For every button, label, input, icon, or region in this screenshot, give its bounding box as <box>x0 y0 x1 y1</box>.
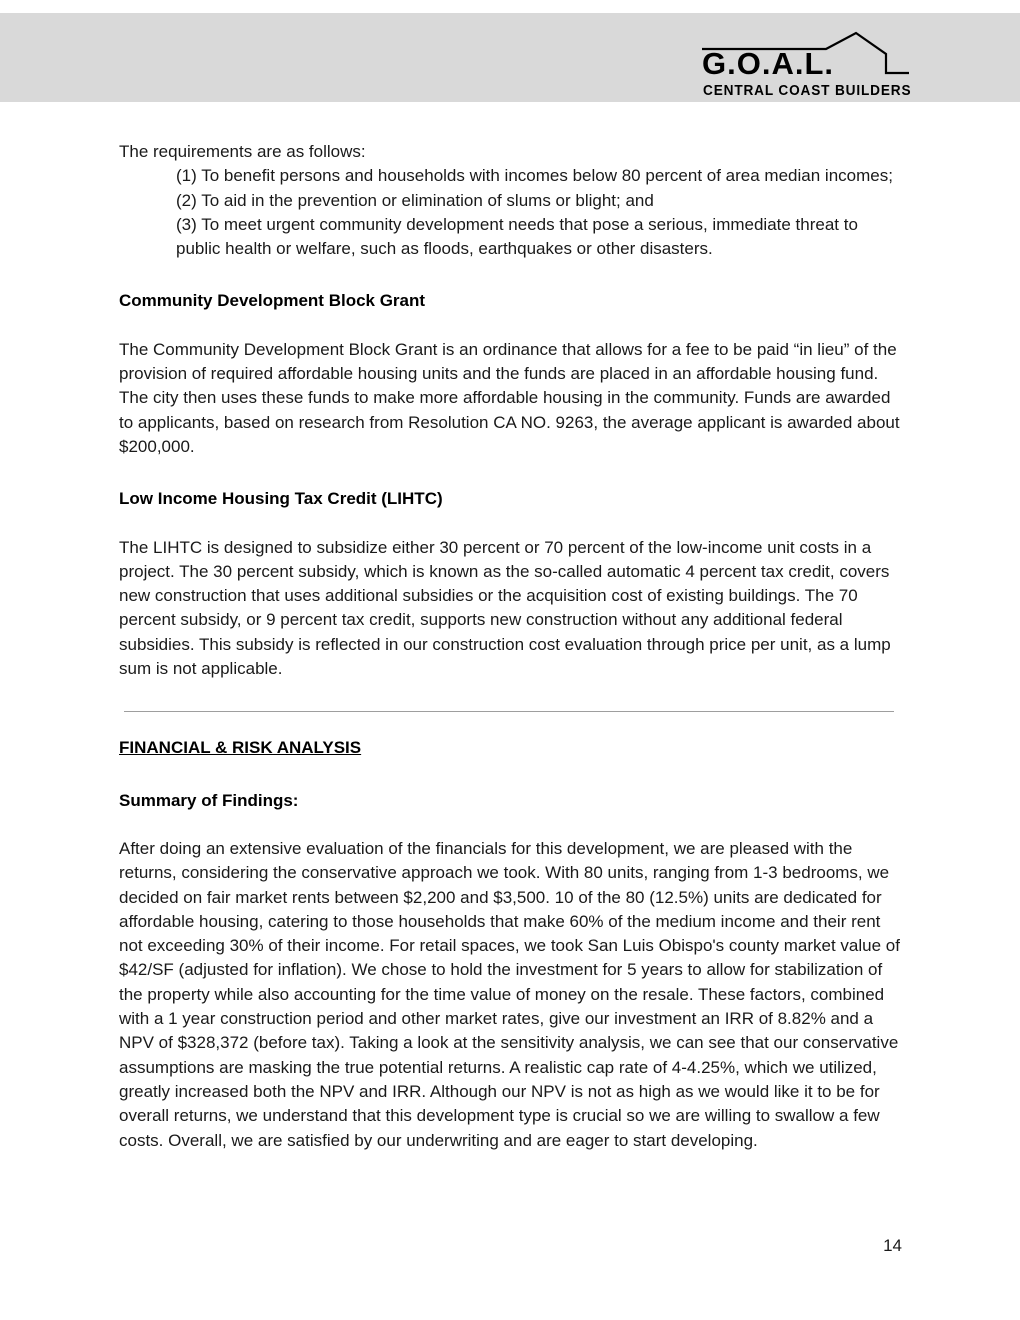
section-paragraph-lihtc: The LIHTC is designed to subsidize either 30 percent or 70 percent of the low-income unit costs in a project. The 30 percent subsidy, which is known as the so-called automatic 4 percent tax credit, covers new construction that uses additional subsidies or the acquisition cost of existing buildings. The 70 percent subsidy, or 9 percent tax credit, supports new construction without any additional federal subsidies. This subsidy is reflected in our construction cost evaluation through price per unit, as a lump sum is not applicable. <box>119 537 891 679</box>
document-content <box>119 140 903 1153</box>
summary-of-findings-heading: Summary of Findings: <box>119 790 299 810</box>
spacer <box>119 459 903 487</box>
spacer <box>119 813 903 837</box>
spacer <box>119 761 903 789</box>
requirement-item-2: (2) To aid in the prevention or elimination of slums or blight; and <box>176 190 654 210</box>
spacer <box>119 261 903 289</box>
logo-tagline: CENTRAL COAST BUILDERS <box>703 83 912 99</box>
spacer <box>119 512 903 536</box>
section-paragraph-cdbg: The Community Development Block Grant is an ordinance that allows for a fee to be paid “in lieu” of the provision of required affordable housing units and the funds are placed in an affordable housing fund. The city then uses these funds to make more affordable housing in the community. Funds are awarded to applicants, based on research from Resolution CA NO. 9263, the average applicant is awarded about $200,000. <box>119 339 900 456</box>
section-heading-lihtc: Low Income Housing Tax Credit (LIHTC) <box>119 489 443 509</box>
requirements-list <box>176 164 903 261</box>
section-heading-cdbg: Community Development Block Grant <box>119 291 426 311</box>
spacer <box>119 712 903 736</box>
page-header-band <box>0 13 1020 102</box>
page-number: 14 <box>883 1236 902 1255</box>
requirement-item-3: (3) To meet urgent community development needs that pose a serious, immediate threat to public health or welfare, such as floods, earthquakes or other disasters. <box>176 214 858 259</box>
goal-logo <box>700 30 910 102</box>
financial-risk-analysis-title: FINANCIAL & RISK ANALYSIS <box>119 738 362 758</box>
financial-section-title-wrap <box>119 736 903 760</box>
logo-wordmark: G.O.A.L. <box>702 46 834 81</box>
requirements-intro: The requirements are as follows: <box>119 142 366 161</box>
requirement-item-1: (1) To benefit persons and households with incomes below 80 percent of area median incomes; <box>176 166 893 186</box>
spacer <box>119 314 903 338</box>
summary-of-findings-paragraph: After doing an extensive evaluation of the financials for this development, we are pleased with the returns, considering the conservative approach we took. With 80 units, ranging from 1-3 bedrooms, we decided on fair market rents between $2,200 and $3,500. 10 of the 80 (12.5%) units are dedicated for affordable housing, catering to those households that make 60% of the medium income and their rent not exceeding 30% of their income. For retail spaces, we took San Luis Obispo's county market value of $42/SF (adjusted for inflation). We chose to hold the investment for 5 years to allow for stabilization of the property while also accounting for the time value of money on the resale. These factors, combined with a 1 year construction period and other market rates, give our investment an IRR of 8.82% and a NPV of $328,372 (before tax). Taking a look at the sensitivity analysis, we can see that our conservative assumptions are masking the true potential returns. A realistic cap rate of 4-4.25%, which we utilized, greatly increased both the NPV and IRR. Although our NPV is not as high as we would like it to be for overall returns, we understand that this development type is crucial so we are willing to swallow a few costs. Overall, we are satisfied by our underwriting and are eager to start developing. <box>119 838 900 1150</box>
